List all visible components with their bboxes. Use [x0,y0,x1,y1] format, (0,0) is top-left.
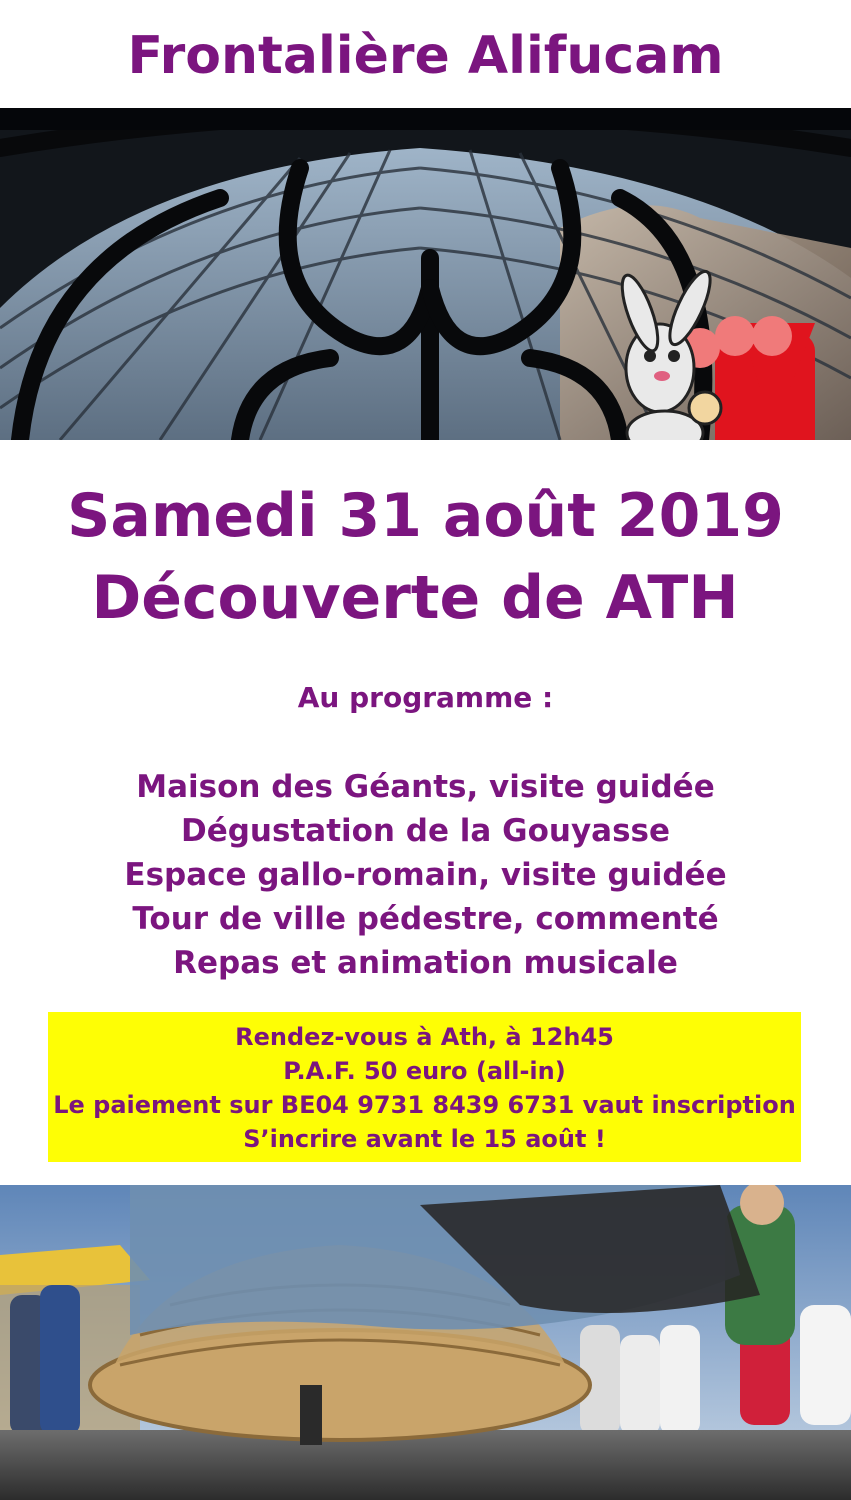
programme-item: Repas et animation musicale [173,945,678,981]
info-box [48,1012,801,1162]
page-title: Frontalière Alifucam [127,26,724,86]
deadline-info: S’incrire avant le 15 août ! [243,1125,606,1153]
programme-item: Tour de ville pédestre, commenté [132,901,719,937]
greenhouse-photo [0,108,851,440]
programme-item: Espace gallo-romain, visite guidée [124,857,727,893]
price-info: P.A.F. 50 euro (all-in) [283,1057,566,1085]
event-title: Découverte de ATH [91,563,739,633]
programme-item: Maison des Géants, visite guidée [136,769,715,805]
programme-list [0,765,851,985]
programme-item: Dégustation de la Gouyasse [180,813,671,849]
meeting-info: Rendez-vous à Ath, à 12h45 [235,1023,614,1051]
programme-heading: Au programme : [297,681,554,714]
event-date: Samedi 31 août 2019 [67,481,784,551]
festival-photo [0,1185,851,1500]
payment-info: Le paiement sur BE04 9731 8439 6731 vaut inscription [53,1091,796,1119]
